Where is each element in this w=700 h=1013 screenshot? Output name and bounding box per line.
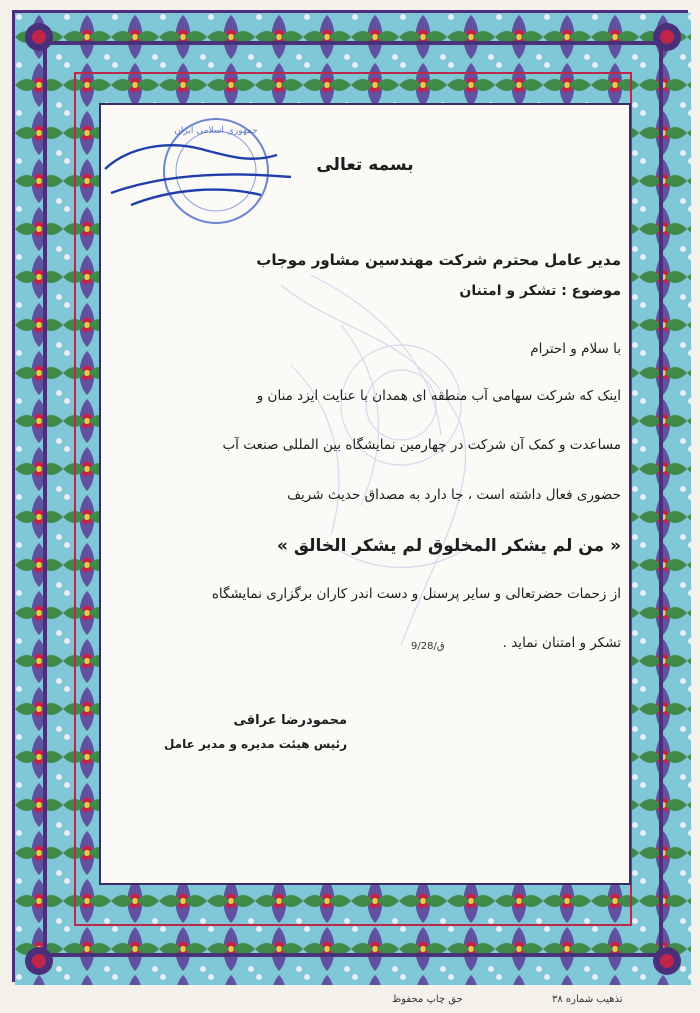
closing-line-1: از زحمات حضرتعالی و سایر پرسنل و دست اندر کاران برگزاری نمایشگاه [211,586,621,602]
body-line-2: مساعدت و کمک آن شرکت در چهارمین نمایشگاه بین المللی صنعت آب [222,437,621,453]
footer-copyright: حق چاپ محفوظ [392,994,463,1005]
letter-title: بسمه تعالی [316,155,414,175]
subject-line: موضوع : تشکر و امتنان [459,283,621,299]
signer-title: رئیس هیئت مدیره و مدیر عامل [163,737,347,751]
signer-name: محمودرضا عراقی [233,713,347,728]
footer-plate-number: تذهیب شماره ۳۸ [552,994,623,1005]
signature-scribble [105,145,291,205]
stamp-text: جمهوری اسلامی ایران [174,126,258,136]
closing-line-2: تشکر و امتنان نماید . [502,635,621,651]
official-stamp [101,105,301,235]
body-line-3: حضوری فعال داشته است ، جا دارد به مصداق حدیث شریف [287,487,621,503]
greeting: با سلام و احترام [530,341,621,357]
letter-paper [99,103,631,885]
body-line-1: اینک که شرکت سهامی آب منطقه ای همدان با عنایت ایزد منان و [256,388,621,404]
ornamental-border [12,10,688,982]
handwritten-date: 9/28/ق [411,641,445,652]
hadith-quote: « من لم یشکر المخلوق لم یشکر الخالق » [276,536,621,556]
recipient-line: مدیر عامل محترم شرکت مهندسین مشاور موجاب [256,251,621,269]
